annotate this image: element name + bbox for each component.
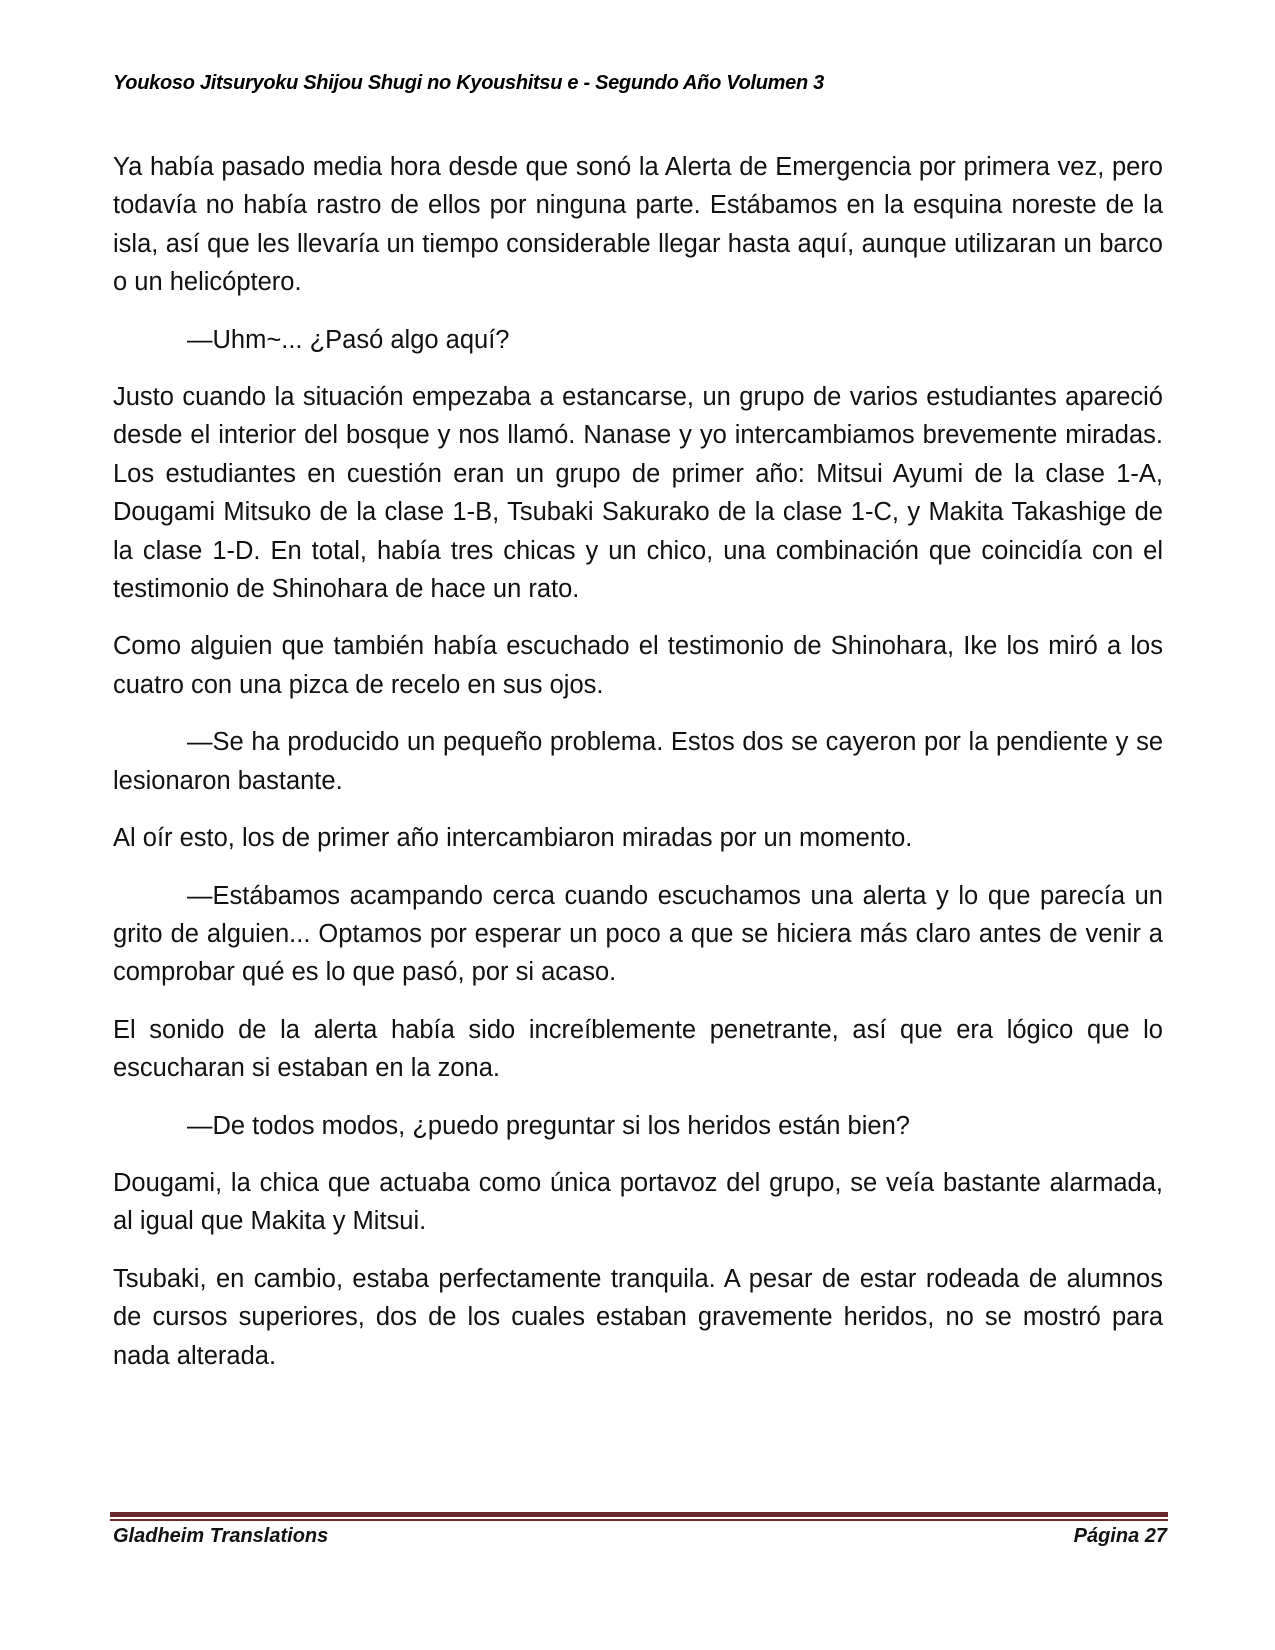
paragraph: Justo cuando la situación empezaba a estancarse, un grupo de varios estudiantes apareció desde el interior del bosque y nos llamó. Nanase y yo intercambiamos brevemente miradas. Los estudiantes en cuestión eran un grupo de primer año: Mitsui Ayumi de la clase 1-A, Dougami Mitsuko de la clase 1-B, Tsubaki Sakurako de la clase 1-C, y Makita Takashige de la clase 1-D. En total, había tres chicas y un chico, una combinación que coincidía con el testimonio de Shinohara de hace un rato.	[113, 383, 1163, 604]
paragraph: Ya había pasado media hora desde que sonó la Alerta de Emergencia por primera vez, pero todavía no había rastro de ellos por ninguna parte. Estábamos en la esquina noreste de la isla, así que les llevaría un tiempo considerable llegar hasta aquí, aunque utilizaran un barco o un helicóptero.	[113, 153, 1163, 297]
paragraph: Como alguien que también había escuchado el testimonio de Shinohara, Ike los miró a los cuatro con una pizca de recelo en sus ojos.	[113, 632, 1163, 699]
dialog-paragraph: —De todos modos, ¿puedo preguntar si los heridos están bien?	[187, 1111, 910, 1140]
paragraph: El sonido de la alerta había sido increíblemente penetrante, así que era lógico que lo escucharan si estaban en la zona.	[113, 1015, 1163, 1083]
dialog-paragraph: —Estábamos acampando cerca cuando escuchamos una alerta y lo que parecía un grito de alguien... Optamos por esperar un poco a que se hiciera más claro antes de venir a comprobar qué es lo que pasó, por si acaso.	[113, 881, 1163, 987]
paragraph: Dougami, la chica que actuaba como única portavoz del grupo, se veía bastante alarmada, al igual que Makita y Mitsui.	[113, 1168, 1163, 1236]
running-header: Youkoso Jitsuryoku Shijou Shugi no Kyoushitsu e - Segundo Año Volumen 3	[113, 72, 824, 94]
paragraph: Tsubaki, en cambio, estaba perfectamente tranquila. A pesar de estar rodeada de alumnos de cursos superiores, dos de los cuales estaban gravemente heridos, no se mostró para nada alterada.	[113, 1264, 1163, 1370]
footer-rule-thin	[110, 1519, 1168, 1521]
dialog-paragraph: —Se ha producido un pequeño problema. Estos dos se cayeron por la pendiente y se lesionaron bastante.	[113, 728, 1163, 795]
footer-rule	[110, 1512, 1168, 1517]
page-number: Página 27	[1073, 1525, 1167, 1547]
footer-credit: Gladheim Translations	[113, 1525, 329, 1547]
paragraph: Al oír esto, los de primer año intercambiaron miradas por un momento.	[113, 824, 913, 853]
dialog-paragraph: —Uhm~... ¿Pasó algo aquí?	[187, 325, 510, 354]
page-body	[113, 148, 1163, 1394]
